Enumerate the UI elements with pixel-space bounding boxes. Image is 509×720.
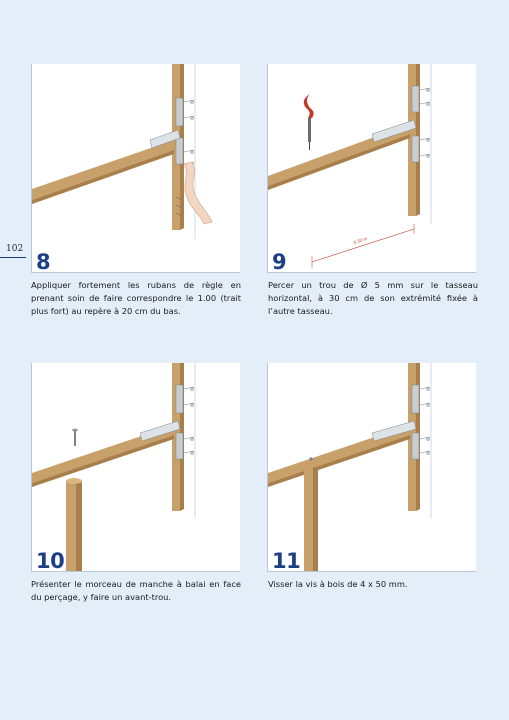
dimension-line bbox=[312, 229, 414, 262]
step-9-drawing bbox=[268, 64, 476, 272]
step-number: 8 bbox=[36, 250, 51, 273]
screw-icon bbox=[72, 429, 78, 447]
step-10-drawing bbox=[32, 363, 240, 571]
drill-icon bbox=[304, 94, 314, 150]
page-number-rule bbox=[0, 257, 26, 258]
caption-step-9: Percer un trou de Ø 5 mm sur le tasseau horizontal, à 30 cm de son extrémité fixée à l’autre tasseau. bbox=[268, 280, 478, 316]
diagonal-batten bbox=[32, 140, 174, 200]
caption-step-8: Appliquer fortement les rubans de règle en prenant soin de faire correspondre le 1.00 (trait plus fort) au repère à 20 cm du bas. bbox=[31, 280, 241, 316]
screw-icon bbox=[309, 457, 312, 460]
illustration-step-8 bbox=[31, 64, 240, 273]
step-number: 10 bbox=[36, 549, 65, 572]
illustration-step-11 bbox=[267, 363, 476, 572]
broom-handle-icon bbox=[66, 478, 82, 571]
caption-step-10: Présenter le morceau de manche à balai en face du perçage, y faire un avant-trou. bbox=[31, 579, 241, 602]
ruler-tape bbox=[184, 162, 212, 224]
step-8-drawing bbox=[32, 64, 240, 272]
step-number: 9 bbox=[272, 250, 287, 273]
page-number: 102 bbox=[6, 244, 24, 254]
illustration-step-10 bbox=[31, 363, 240, 572]
dimension-label: 0,30 m bbox=[352, 235, 368, 245]
illustration-step-9 bbox=[267, 64, 476, 273]
step-number: 11 bbox=[272, 549, 301, 572]
step-11-drawing bbox=[268, 363, 476, 571]
caption-step-11: Visser la vis à bois de 4 x 50 mm. bbox=[268, 579, 408, 589]
broom-handle-icon bbox=[304, 467, 318, 571]
